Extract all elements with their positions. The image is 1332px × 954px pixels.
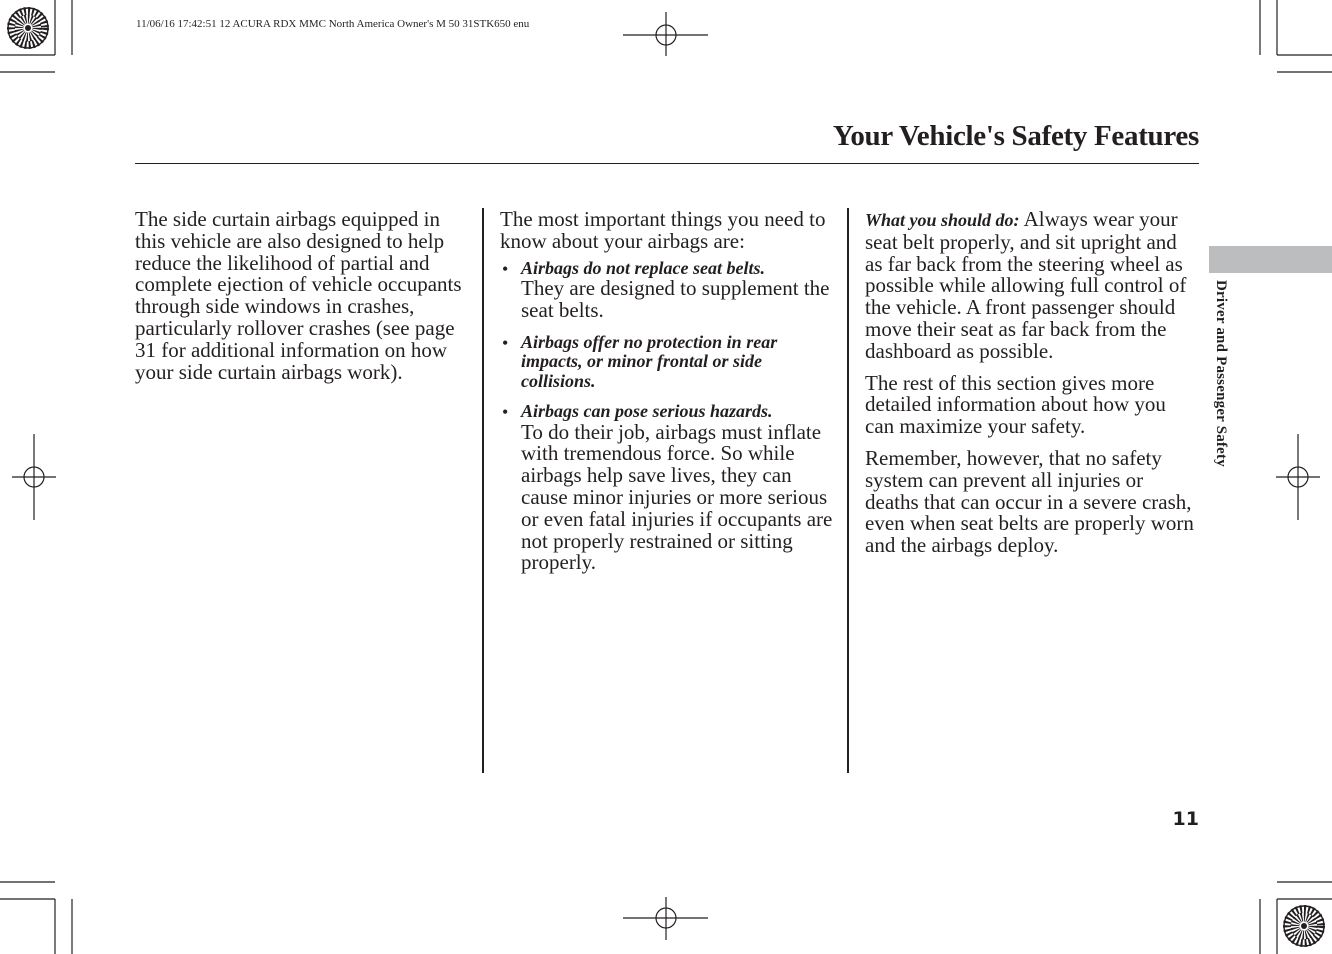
- what-to-do-lead: What you should do:: [865, 210, 1020, 230]
- col2-intro: The most important things you need to know about your airbags are:: [500, 207, 826, 253]
- bullet-icon: •: [502, 332, 509, 353]
- bullet-lead: Airbags do not replace seat belts.: [521, 257, 765, 278]
- what-to-do-text: Always wear your seat belt properly, and sit upright and as far back from the steering wheel as possible while allowing full control of the vehicle. A front passenger should move their seat as far back from the dashboard as possible.: [865, 207, 1187, 363]
- column-2: [500, 209, 835, 585]
- list-item: [500, 259, 835, 322]
- page-number: 11: [1172, 808, 1199, 830]
- col3-paragraph-2: The rest of this section gives more detailed information about how you can maximize your safety.: [865, 370, 1166, 439]
- bullet-icon: •: [502, 402, 509, 423]
- col1-paragraph: The side curtain airbags equipped in this vehicle are also designed to help reduce the likelihood of partial and complete ejection of vehicle occupants through side windows in crashes, particularly rollover crashes (see page 31 for additional information on how your side curtain airbags work).: [135, 207, 462, 384]
- section-tab: [1209, 246, 1332, 273]
- column-divider-2: [847, 208, 849, 773]
- bullet-text: They are designed to supplement the seat belts.: [521, 276, 830, 322]
- list-item: [500, 402, 835, 574]
- column-1: [135, 209, 475, 393]
- col3-paragraph-1: [865, 209, 1195, 363]
- column-divider-1: [482, 208, 484, 773]
- starburst-mark-top-left: [8, 8, 48, 48]
- title-rule: [135, 163, 1199, 164]
- page-title: Your Vehicle's Safety Features: [832, 120, 1199, 152]
- bullet-text: To do their job, airbags must inflate with tremendous force. So while airbags help save lives, they can cause minor injuries or more serious or even fatal injuries if occupants are not properly restrained or sitting properly.: [521, 419, 833, 575]
- column-3: [865, 209, 1195, 567]
- print-metadata: 11/06/16 17:42:51 12 ACURA RDX MMC North America Owner's M 50 31STK650 enu: [136, 18, 530, 30]
- col3-paragraph-3: Remember, however, that no safety system can prevent all injuries or deaths that can occur in a severe crash, even when seat belts are properly worn and the airbags deploy.: [865, 445, 1194, 558]
- bullet-lead: Airbags offer no protection in rear impacts, or minor frontal or side collisions.: [521, 331, 778, 391]
- section-tab-label: Driver and Passenger Safety: [1213, 280, 1229, 467]
- list-item: [500, 333, 835, 392]
- bullet-icon: •: [502, 258, 509, 279]
- bullet-lead: Airbags can pose serious hazards.: [521, 401, 773, 422]
- airbag-facts-list: [500, 259, 835, 575]
- starburst-mark-bottom-right: [1284, 906, 1324, 946]
